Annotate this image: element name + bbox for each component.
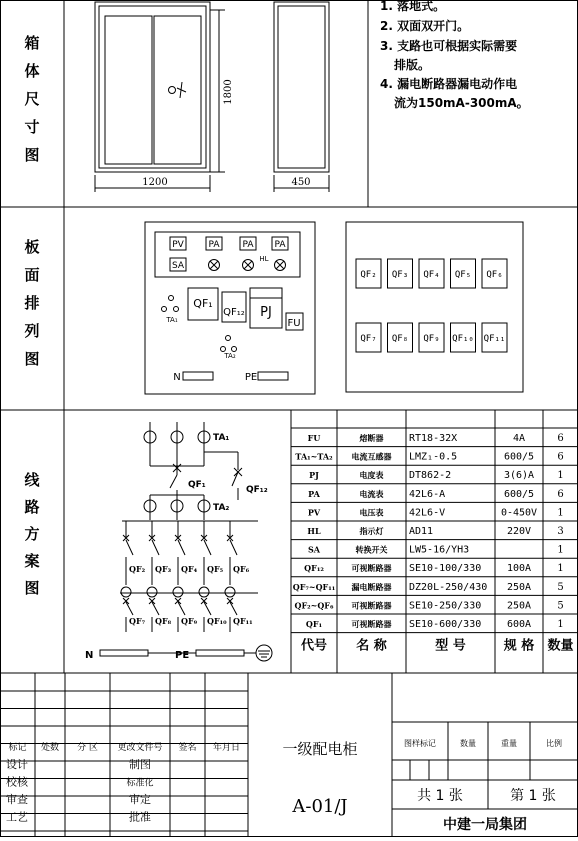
- component-row: [308, 507, 564, 518]
- title-block-role: 审定: [129, 793, 151, 806]
- breaker-label: QF₇: [360, 334, 377, 344]
- circuit-branches: [120, 521, 258, 632]
- breaker-label: QF₆: [486, 270, 503, 280]
- component-cell: 100A: [506, 563, 532, 575]
- title-block-header: 处数: [40, 743, 60, 753]
- drawing-title: 一级配电柜: [282, 740, 358, 758]
- breaker-label: QF₈: [391, 334, 409, 344]
- neutral-label: N: [173, 372, 181, 383]
- component-header: 型 号: [435, 638, 466, 654]
- breaker-label: QF₅: [454, 270, 472, 280]
- breaker-box: [451, 259, 476, 288]
- title-block-header: 签名: [178, 743, 197, 753]
- panel-right-breakers: [356, 259, 507, 352]
- circuit-branch: [173, 521, 198, 632]
- component-cell: DZ20L-250/430: [409, 581, 488, 593]
- circuit-branch: [147, 521, 172, 632]
- branch-breaker-label: QF₄: [181, 564, 198, 574]
- dim-depth: 450: [291, 177, 311, 188]
- ground-label: PE: [175, 650, 190, 661]
- company-name: 中建一局集团: [443, 817, 527, 833]
- breaker-label: QF₁: [188, 480, 206, 490]
- branch-leakage-breaker-label: QF₁₁: [233, 616, 253, 626]
- branch-breaker-label: QF₃: [155, 564, 172, 574]
- component-cell: 6: [557, 451, 564, 463]
- note-line: 1. 落地式。: [380, 0, 446, 13]
- branch-breaker-label: QF₂: [129, 564, 146, 574]
- breaker-label: QF₄: [423, 270, 440, 280]
- drawing-number: A-01/J: [292, 796, 348, 817]
- note-line: 2. 双面双开门。: [380, 19, 470, 33]
- component-cell: FU: [307, 433, 321, 443]
- title-block-role: 标准化: [126, 778, 154, 789]
- title-block-role: 批准: [129, 810, 151, 824]
- component-cell: 600/5: [503, 451, 535, 463]
- component-cell: 42L6-V: [409, 507, 446, 519]
- circuit-branch: [199, 521, 227, 632]
- info-header: 图样标记: [404, 739, 436, 748]
- title-block-role: 工艺: [6, 810, 28, 824]
- breaker-label: QF₂: [360, 270, 377, 280]
- component-cell: PJ: [309, 470, 319, 481]
- meter-label: PA: [208, 240, 220, 250]
- component-cell: 1: [557, 563, 564, 575]
- component-cell: DT862-2: [409, 470, 452, 482]
- section-label-circuit: [24, 471, 40, 597]
- component-cell: LW5-16/YH3: [409, 544, 470, 556]
- branch-breaker-label: QF₅: [207, 564, 224, 574]
- section-label-dimension: [24, 34, 39, 164]
- sheet-number: 第 1 张: [510, 788, 556, 804]
- component-cell: 3(6)A: [503, 470, 535, 482]
- component-cell: QF₂~QF₆: [294, 600, 334, 611]
- component-cell: PV: [307, 507, 321, 518]
- title-block-role: 校核: [6, 775, 28, 789]
- component-row: [307, 526, 563, 537]
- branch-leakage-breaker-label: QF₉: [181, 616, 198, 626]
- note-line: 3. 支路也可根据实际需要: [380, 39, 518, 53]
- meter-label: PJ: [260, 305, 272, 320]
- component-cell: QF₁₂: [304, 563, 324, 574]
- component-cell: 转换开关: [355, 544, 388, 555]
- component-cell: 6: [557, 488, 564, 500]
- note-line: 4. 漏电断路器漏电动作电: [380, 77, 518, 91]
- info-header: 重量: [501, 739, 517, 748]
- breaker-box: [388, 259, 413, 288]
- breaker-label: QF₁₁: [483, 334, 506, 344]
- section-label-text: 线路方案图: [24, 471, 40, 597]
- breaker-box: [419, 323, 444, 352]
- component-cell: 可视断路器: [351, 563, 392, 574]
- component-cell: 220V: [506, 526, 532, 537]
- ct-label: TA₁: [166, 316, 178, 324]
- component-row: [306, 619, 564, 630]
- component-cell: 600A: [506, 619, 532, 630]
- title-block-header: 分 区: [77, 743, 98, 753]
- component-cell: 漏电断路器: [351, 581, 392, 592]
- component-cell: LMZ₁-0.5: [409, 451, 458, 463]
- component-table: [291, 410, 578, 673]
- title-block-role: 审查: [6, 793, 28, 806]
- cabinet-front-view: [95, 2, 225, 192]
- component-cell: 电度表: [359, 470, 384, 481]
- component-row: [294, 600, 563, 611]
- component-cell: 可视断路器: [351, 600, 392, 611]
- component-cell: SE10-600/330: [409, 619, 482, 630]
- component-cell: 4A: [512, 433, 526, 444]
- component-cell: 指示灯: [359, 526, 384, 536]
- section-label-panel: [24, 238, 39, 368]
- component-row: [308, 433, 564, 444]
- breaker-box: [482, 323, 507, 352]
- component-cell: 可视断路器: [351, 619, 392, 629]
- indicator-label: HL: [259, 255, 269, 263]
- title-block-header: 年月日: [212, 743, 241, 753]
- component-cell: 1: [557, 544, 564, 556]
- ct-label: TA₁: [213, 433, 230, 443]
- component-cell: 42L6-A: [409, 488, 446, 500]
- circuit-lines: [122, 422, 258, 521]
- dim-width: 1200: [142, 177, 168, 188]
- component-cell: PA: [308, 488, 320, 499]
- component-header: 规 格: [503, 638, 535, 654]
- component-cell: 1: [557, 507, 564, 519]
- switch-label: SA: [171, 261, 185, 271]
- component-cell: 250A: [506, 581, 532, 593]
- dim-height: 1800: [223, 79, 234, 105]
- component-cell: 熔断器: [359, 433, 384, 443]
- component-cell: RT18-32X: [409, 433, 458, 444]
- note-line: 排版。: [394, 58, 431, 72]
- component-cell: 1: [557, 470, 564, 482]
- component-cell: SA: [308, 544, 320, 555]
- component-cell: 6: [557, 433, 564, 444]
- component-cell: AD11: [409, 526, 434, 537]
- component-header: 代号: [300, 638, 328, 654]
- component-cell: 0-450V: [500, 507, 538, 519]
- note-line: 流为150mA-300mA。: [394, 96, 529, 110]
- meter-label: PV: [172, 240, 184, 250]
- component-row: [295, 452, 563, 463]
- component-cell: 5: [557, 581, 564, 593]
- circuit-branch: [121, 521, 146, 632]
- neutral-label: N: [85, 650, 94, 661]
- component-table-text: [293, 433, 574, 654]
- component-header: 数量: [547, 638, 574, 654]
- component-row: [293, 582, 564, 593]
- panel-right: [346, 222, 523, 392]
- component-cell: 1: [557, 619, 564, 630]
- circuit-branch: [225, 521, 253, 632]
- cabinet-side-view: [274, 2, 329, 192]
- component-cell: QF₇~QF₁₁: [292, 581, 336, 592]
- component-header: 名 称: [356, 638, 387, 654]
- breaker-label: QF₁₂: [223, 307, 245, 318]
- branch-leakage-breaker-label: QF₁₀: [207, 616, 227, 626]
- info-header: 数量: [460, 739, 476, 748]
- component-cell: 电流表: [359, 488, 384, 499]
- total-sheets: 共 1 张: [417, 788, 463, 804]
- info-header: 比例: [546, 739, 562, 748]
- component-cell: 3: [557, 526, 564, 537]
- breaker-label: QF₁: [193, 297, 213, 310]
- component-row: [304, 563, 564, 574]
- breaker-box: [482, 259, 507, 288]
- section-label-text: 板面排列图: [24, 238, 40, 368]
- title-block-header: 标记: [8, 743, 27, 753]
- breaker-box: [388, 323, 413, 352]
- breaker-box: [419, 259, 444, 288]
- component-cell: 5: [557, 600, 564, 612]
- title-block-role: 设计: [6, 758, 28, 771]
- component-cell: QF₁: [305, 619, 323, 629]
- component-cell: 电压表: [359, 507, 384, 518]
- title-block-role: 制图: [129, 758, 151, 771]
- component-cell: TA₁~TA₂: [295, 451, 333, 462]
- breaker-box: [451, 323, 476, 352]
- breaker-label: QF₁₂: [246, 485, 268, 495]
- ct-label: TA₂: [224, 352, 236, 360]
- breaker-label: QF₃: [391, 270, 409, 280]
- notes: [380, 0, 529, 110]
- meter-label: PA: [274, 240, 286, 250]
- branch-leakage-breaker-label: QF₇: [129, 616, 146, 626]
- component-row: [309, 470, 564, 481]
- meter-label: PA: [242, 240, 254, 250]
- component-cell: HL: [307, 526, 321, 536]
- component-row: [308, 489, 564, 500]
- component-cell: SE10-100/330: [409, 563, 482, 575]
- fuse-label: FU: [287, 318, 301, 329]
- ct-label: TA₂: [213, 503, 230, 513]
- component-cell: 电流互感器: [351, 451, 392, 462]
- breaker-box: [356, 259, 381, 288]
- title-block-header: 更改文件号: [117, 743, 163, 753]
- branch-leakage-breaker-label: QF₈: [155, 616, 172, 626]
- title-block-text: [6, 738, 562, 833]
- breaker-label: QF₁₀: [452, 334, 474, 344]
- component-row: [308, 545, 564, 556]
- component-cell: 250A: [506, 600, 532, 612]
- component-cell: SE10-250/330: [409, 600, 482, 612]
- breaker-box: [356, 323, 381, 352]
- section-label-text: 箱体尺寸图: [24, 34, 40, 164]
- breaker-label: QF₉: [423, 334, 440, 344]
- branch-breaker-label: QF₆: [233, 564, 250, 574]
- component-cell: 600/5: [503, 488, 535, 500]
- ground-label: PE: [244, 372, 258, 383]
